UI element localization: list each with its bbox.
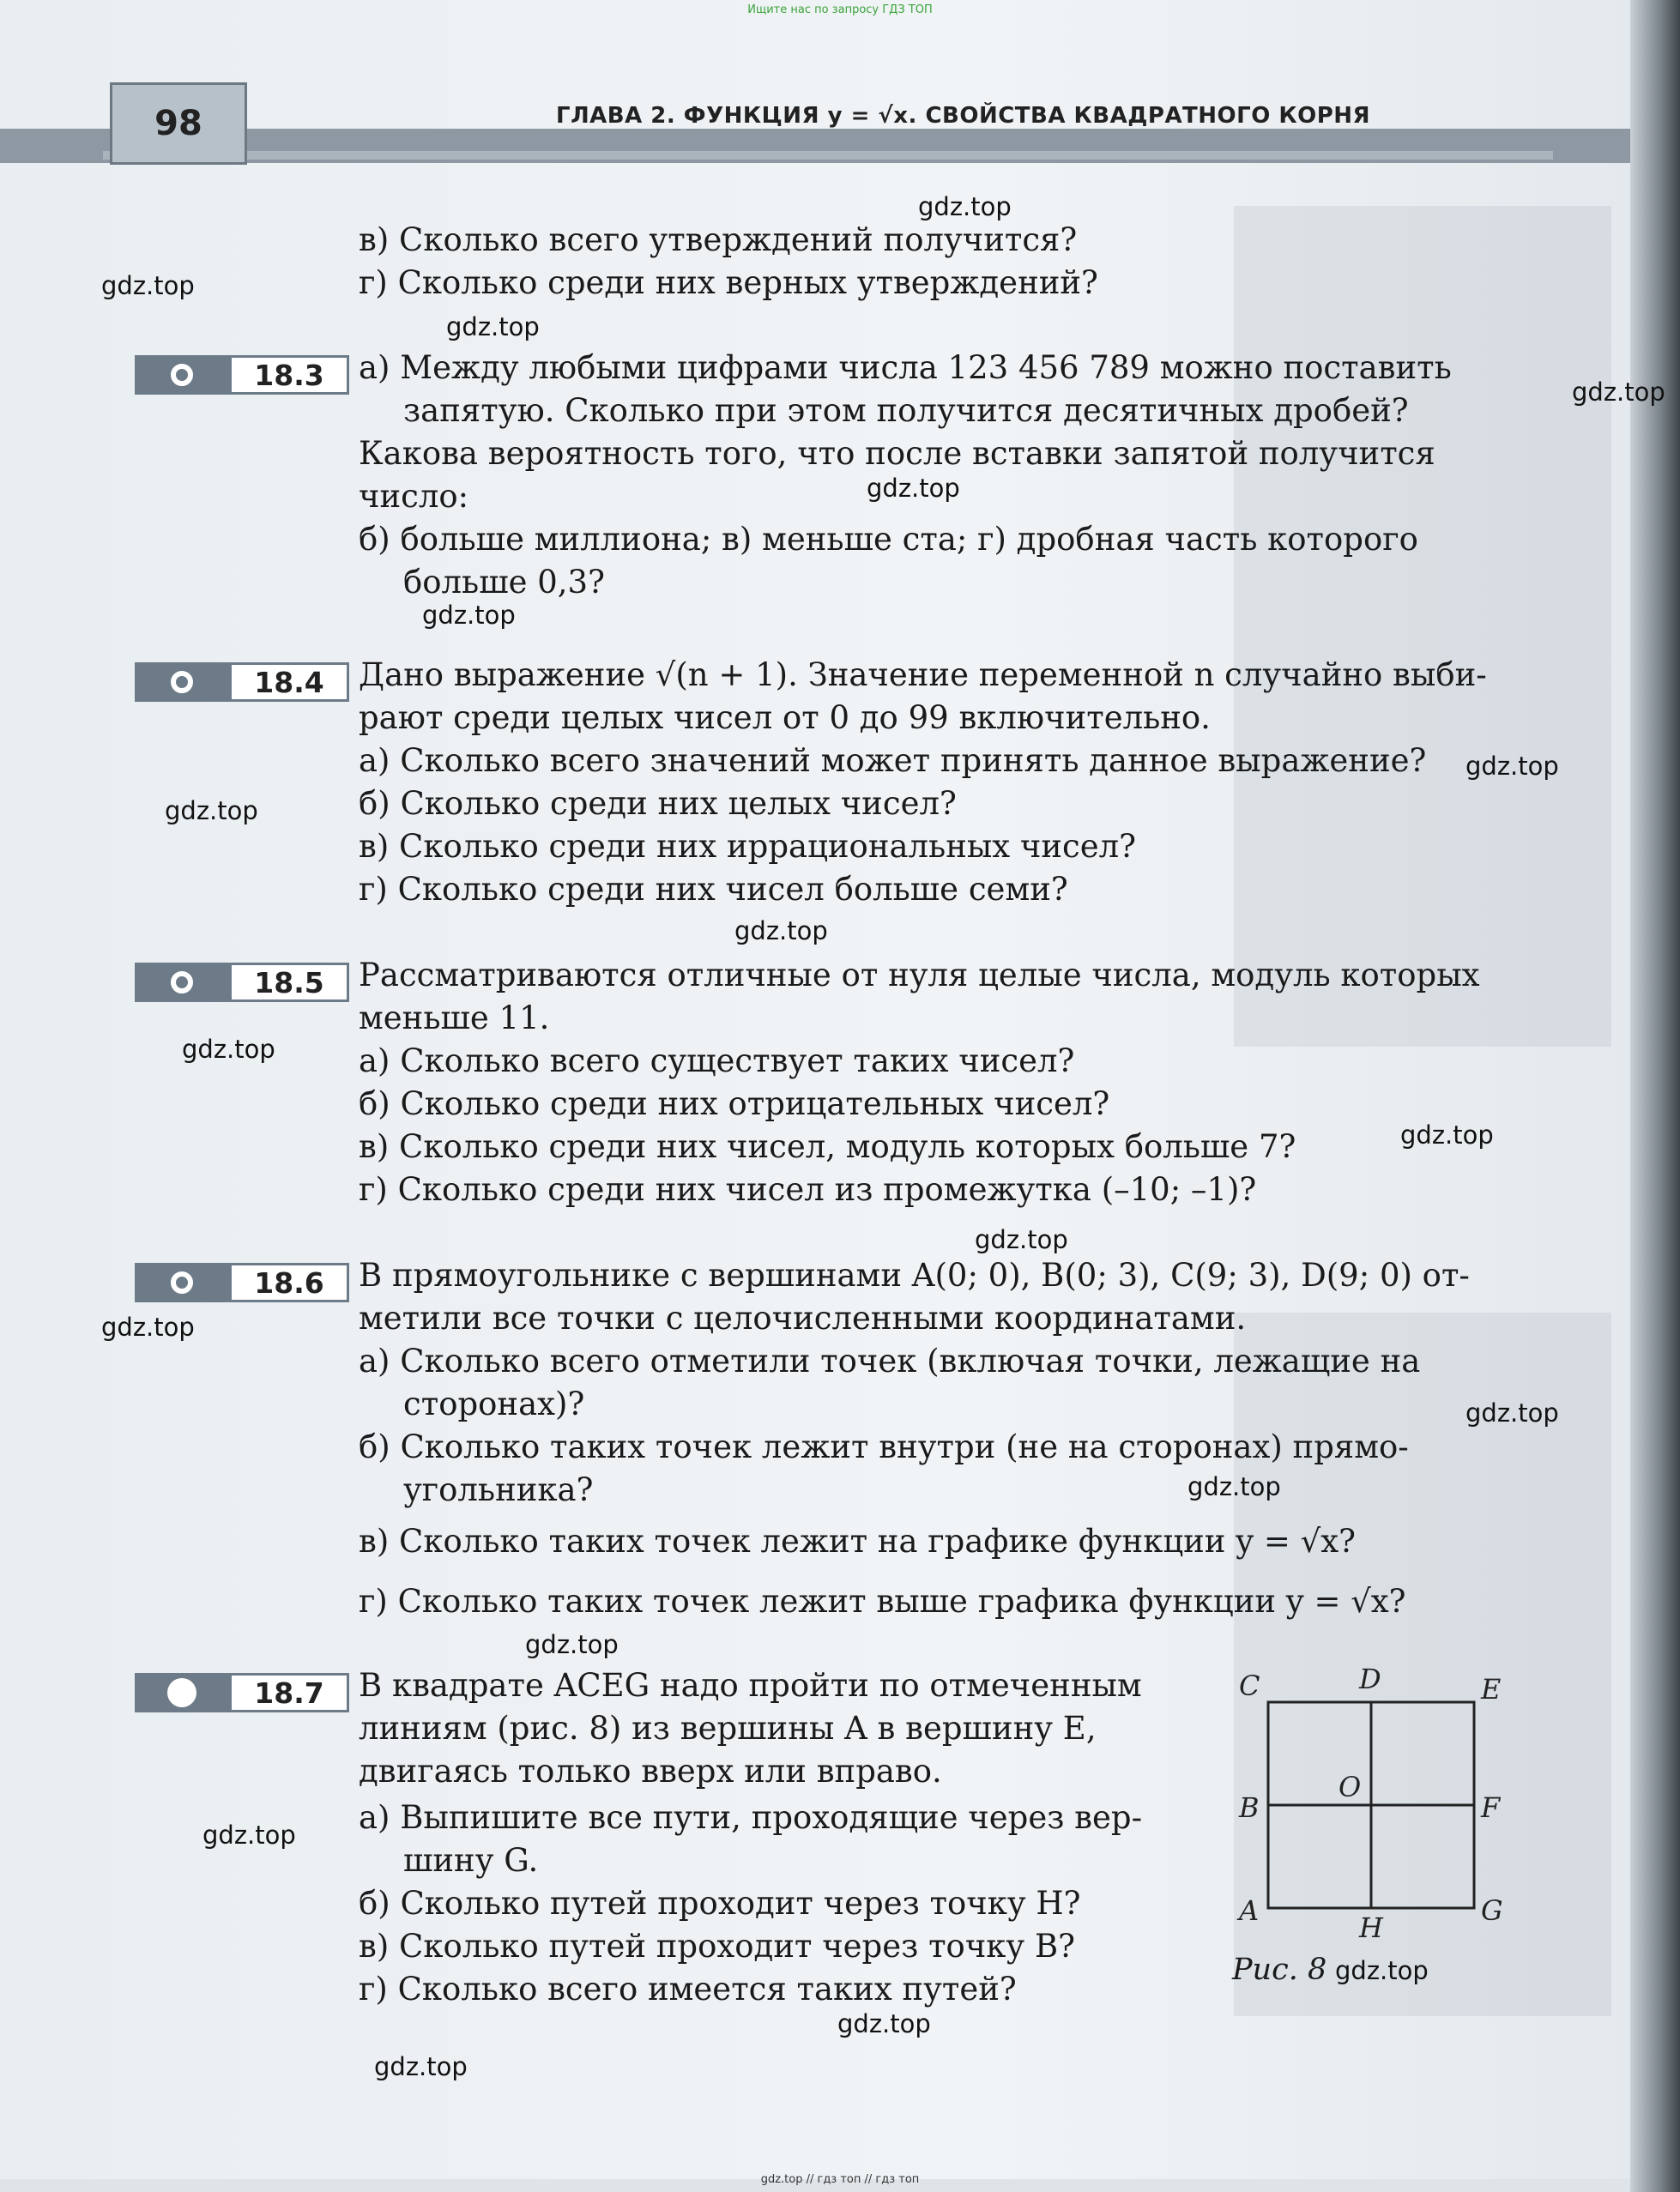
gdz-watermark: gdz.top (202, 1821, 296, 1850)
problem-label (135, 355, 349, 395)
problem-line: г) Сколько среди них чисел из промежутка (–10; –1)? (359, 1171, 1257, 1208)
gdz-watermark: gdz.top (837, 2009, 931, 2038)
problem-line: г) Сколько таких точек лежит выше графика функции y = √x? (359, 1583, 1406, 1620)
gdz-watermark: gdz.top (918, 192, 1012, 221)
problem-line: запятую. Сколько при этом получится десятичных дробей? (403, 392, 1409, 429)
gdz-watermark: gdz.top (867, 474, 960, 503)
problem-line: б) Сколько среди них целых чисел? (359, 785, 957, 822)
problem-line: б) Сколько среди них отрицательных чисел? (359, 1085, 1110, 1122)
problem-line: линиям (рис. 8) из вершины A в вершину E, (359, 1710, 1097, 1747)
gdz-watermark: gdz.top (446, 312, 540, 341)
intro-line: в) Сколько всего утверждений получится? (359, 221, 1078, 258)
problem-number: 18.7 (229, 1673, 349, 1712)
gdz-watermark: gdz.top (1187, 1472, 1281, 1501)
header-rule (103, 151, 1553, 160)
problem-line: б) Сколько путей проходит через точку H? (359, 1885, 1081, 1922)
gdz-watermark: gdz.top (1572, 377, 1665, 407)
problem-line: угольника? (403, 1471, 594, 1508)
problem-line: а) Сколько всего значений может принять данное выражение? (359, 742, 1427, 779)
chapter-title: ГЛАВА 2. ФУНКЦИЯ y = √x. СВОЙСТВА КВАДРАТНОГО КОРНЯ (556, 103, 1371, 129)
page-number: 98 (110, 82, 247, 165)
problem-line: г) Сколько среди них чисел больше семи? (359, 871, 1068, 908)
problem-line: В прямоугольнике с вершинами A(0; 0), B(0; 3), C(9; 3), D(9; 0) от- (359, 1257, 1470, 1294)
problem-line: а) Между любыми цифрами числа 123 456 789 можно поставить (359, 349, 1452, 386)
problem-label (135, 662, 349, 702)
point-label-h: H (1359, 1911, 1383, 1944)
top-watermark: Ищите нас по запросу ГДЗ ТОП (747, 3, 933, 16)
gdz-watermark: gdz.top (422, 601, 516, 630)
problem-line: в) Сколько среди них чисел, модуль которых больше 7? (359, 1128, 1296, 1165)
point-label-c: C (1239, 1670, 1260, 1702)
point-label-e: E (1481, 1673, 1502, 1706)
intro-line: г) Сколько среди них верных утверждений? (359, 264, 1098, 301)
gdz-watermark: gdz.top (1400, 1120, 1494, 1150)
gdz-watermark: gdz.top (975, 1225, 1068, 1254)
point-label-d: D (1359, 1663, 1381, 1695)
gdz-watermark: gdz.top (1335, 1956, 1429, 1985)
difficulty-circle-icon (135, 963, 229, 1002)
problem-line: б) Сколько таких точек лежит внутри (не на сторонах) прямо- (359, 1428, 1409, 1465)
problem-label (135, 1673, 349, 1712)
difficulty-circle-icon (135, 662, 229, 702)
problem-line: шину G. (403, 1842, 539, 1879)
problem-number: 18.6 (229, 1263, 349, 1302)
gdz-watermark: gdz.top (182, 1035, 275, 1064)
problem-line: г) Сколько всего имеется таких путей? (359, 1971, 1017, 2008)
problem-label (135, 1263, 349, 1302)
gdz-watermark: gdz.top (374, 2052, 468, 2081)
problem-number: 18.3 (229, 355, 349, 395)
gdz-watermark: gdz.top (165, 796, 258, 825)
gdz-watermark: gdz.top (525, 1630, 619, 1659)
problem-line: сторонах)? (403, 1386, 585, 1422)
point-label-b: B (1239, 1791, 1260, 1824)
problem-line: рают среди целых чисел от 0 до 99 включительно. (359, 699, 1211, 736)
problem-line: Какова вероятность того, что после вставки запятой получится (359, 435, 1435, 472)
problem-line: Дано выражение √(n + 1). Значение переменной n случайно выби- (359, 656, 1487, 693)
problem-line: в) Сколько путей проходит через точку B? (359, 1928, 1075, 1965)
gdz-watermark: gdz.top (1465, 752, 1559, 781)
difficulty-circle-icon (135, 1263, 229, 1302)
gdz-watermark: gdz.top (1465, 1398, 1559, 1428)
gdz-watermark: gdz.top (734, 916, 828, 945)
bottom-watermark: gdz.top // гдз топ // гдз топ (760, 2173, 920, 2186)
problem-line: а) Выпишите все пути, проходящие через вер- (359, 1799, 1143, 1836)
problem-line: в) Сколько таких точек лежит на графике функции y = √x? (359, 1523, 1356, 1560)
problem-line: В квадрате ACEG надо пройти по отмеченным (359, 1667, 1142, 1704)
problem-line: число: (359, 478, 469, 515)
point-label-a: A (1239, 1894, 1260, 1927)
show-through-panel (1234, 206, 1611, 1047)
problem-line: б) больше миллиона; в) меньше ста; г) дробная часть которого (359, 521, 1418, 558)
problem-line: больше 0,3? (403, 564, 605, 601)
problem-line: метили все точки с целочисленными координатами. (359, 1300, 1247, 1337)
difficulty-circle-icon (135, 355, 229, 395)
problem-number: 18.4 (229, 662, 349, 702)
problem-line: а) Сколько всего существует таких чисел? (359, 1042, 1075, 1079)
figure-caption: Рис. 8 (1232, 1953, 1327, 1987)
problem-label (135, 963, 349, 1002)
point-label-f: F (1481, 1791, 1501, 1824)
problem-line: меньше 11. (359, 999, 550, 1036)
problem-line: в) Сколько среди них иррациональных чисел? (359, 828, 1137, 865)
point-label-g: G (1481, 1894, 1503, 1927)
difficulty-filled-circle-icon (135, 1673, 229, 1712)
problem-line: а) Сколько всего отметили точек (включая точки, лежащие на (359, 1343, 1421, 1380)
point-label-o: O (1339, 1771, 1362, 1803)
problem-line: Рассматриваются отличные от нуля целые числа, модуль которых (359, 957, 1480, 993)
gdz-watermark: gdz.top (101, 271, 195, 300)
gdz-watermark: gdz.top (101, 1313, 195, 1342)
figure-8-square-diagram (1208, 1663, 1503, 1989)
problem-line: двигаясь только вверх или вправо. (359, 1753, 942, 1790)
problem-number: 18.5 (229, 963, 349, 1002)
book-spine-shadow (1630, 0, 1680, 2192)
